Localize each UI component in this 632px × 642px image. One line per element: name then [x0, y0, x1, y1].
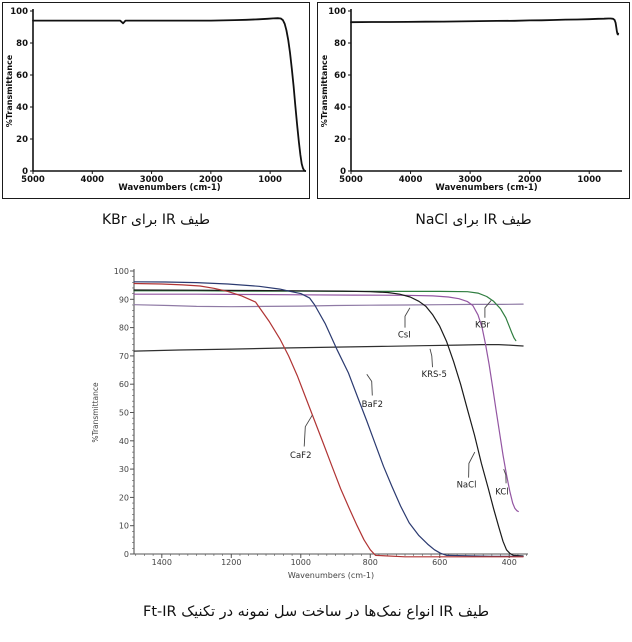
curve-label-leader-NaCl [469, 452, 475, 478]
salt-windows-panel [85, 260, 545, 596]
curve-label-KRS-5: KRS-5 [421, 370, 447, 381]
y-tick-label: 50 [118, 408, 129, 418]
curve-label-leader-KRS-5 [430, 349, 433, 367]
y-tick-label: 100 [10, 7, 28, 17]
y-tick-label: 80 [16, 39, 28, 49]
x-tick-label: 1000 [577, 175, 602, 185]
y-tick-label: 40 [334, 103, 346, 113]
x-tick-label: 800 [362, 558, 378, 567]
curve-label-CsI: CsI [397, 330, 411, 341]
y-tick-label: 20 [334, 135, 346, 145]
series-NaCl-window-spectrum [351, 19, 618, 35]
y-tick-label: 10 [118, 521, 129, 531]
axes [10, 7, 306, 185]
y-tick-label: 70 [118, 351, 129, 361]
kbr-spectrum-chart [3, 3, 309, 198]
y-tick-label: 40 [16, 103, 28, 113]
y-tick-label: 100 [328, 7, 346, 17]
y-tick-label: 60 [334, 71, 346, 81]
kbr-spectrum-panel [2, 2, 310, 199]
y-axis-title: %Transmittance [320, 54, 329, 128]
x-tick-label: 5000 [21, 175, 45, 185]
y-tick-label: 80 [334, 39, 346, 49]
x-tick-label: 2000 [517, 175, 542, 185]
series-CsI [134, 304, 523, 307]
x-tick-label: 5000 [339, 175, 363, 185]
series-BaF2 [134, 282, 523, 557]
y-tick-label: 20 [16, 135, 28, 145]
y-tick-label: 60 [118, 380, 129, 390]
axes [328, 7, 622, 185]
series-CaF2 [134, 284, 523, 557]
salt-windows-chart [85, 260, 545, 596]
curve-label-KCl: KCl [495, 487, 509, 498]
y-tick-label: 0 [123, 550, 129, 559]
x-tick-label: 2000 [199, 175, 223, 185]
x-tick-label: 1400 [151, 558, 172, 567]
y-tick-label: 40 [118, 436, 129, 446]
x-tick-label: 600 [432, 558, 448, 567]
curve-label-KBr: KBr [475, 320, 490, 331]
x-tick-label: 1200 [221, 558, 242, 567]
y-tick-label: 60 [16, 71, 28, 81]
curve-label-leader-CsI [405, 308, 410, 328]
y-tick-label: 20 [118, 493, 129, 503]
caption-salt-windows: طیف IR انواع نمک‌ها در ساخت سل نمونه در تکنیک Ft-IR [142, 604, 489, 620]
nacl-spectrum-panel [317, 2, 630, 199]
x-tick-label: 4000 [80, 175, 105, 185]
series-KBr-window-spectrum [33, 18, 305, 171]
y-tick-label: 90 [118, 295, 129, 305]
curve-label-leader-KBr [485, 300, 491, 317]
curve-label-CaF2: CaF2 [290, 450, 312, 461]
curve-label-NaCl: NaCl [456, 480, 477, 491]
x-axis-title: Wavenumbers (cm-1) [118, 183, 221, 193]
y-tick-label: 100 [113, 267, 129, 276]
x-axis-title: Wavenumbers (cm-1) [287, 571, 375, 580]
series-KRS-5 [134, 345, 523, 352]
y-tick-label: 80 [118, 323, 129, 333]
curve-label-leader-CaF2 [304, 415, 312, 446]
x-tick-label: 1000 [258, 175, 282, 185]
axes [114, 267, 528, 567]
y-axis-title: %Transmittance [5, 54, 14, 128]
caption-nacl: طیف IR برای NaCl [415, 212, 532, 228]
x-tick-label: 400 [501, 558, 517, 567]
x-tick-label: 3000 [458, 175, 482, 185]
x-tick-label: 4000 [398, 175, 423, 185]
curve-label-BaF2: BaF2 [361, 399, 384, 410]
x-axis-title: Wavenumbers (cm-1) [435, 183, 538, 193]
nacl-spectrum-chart [318, 3, 629, 198]
y-axis-title: %Transmittance [91, 382, 100, 443]
y-tick-label: 0 [22, 167, 28, 177]
y-tick-label: 30 [118, 465, 129, 475]
y-tick-label: 0 [340, 167, 346, 177]
curve-label-leader-BaF2 [367, 374, 373, 395]
x-tick-label: 3000 [139, 175, 164, 185]
x-tick-label: 1000 [290, 558, 311, 567]
caption-kbr: طیف IR برای KBr [101, 212, 211, 228]
